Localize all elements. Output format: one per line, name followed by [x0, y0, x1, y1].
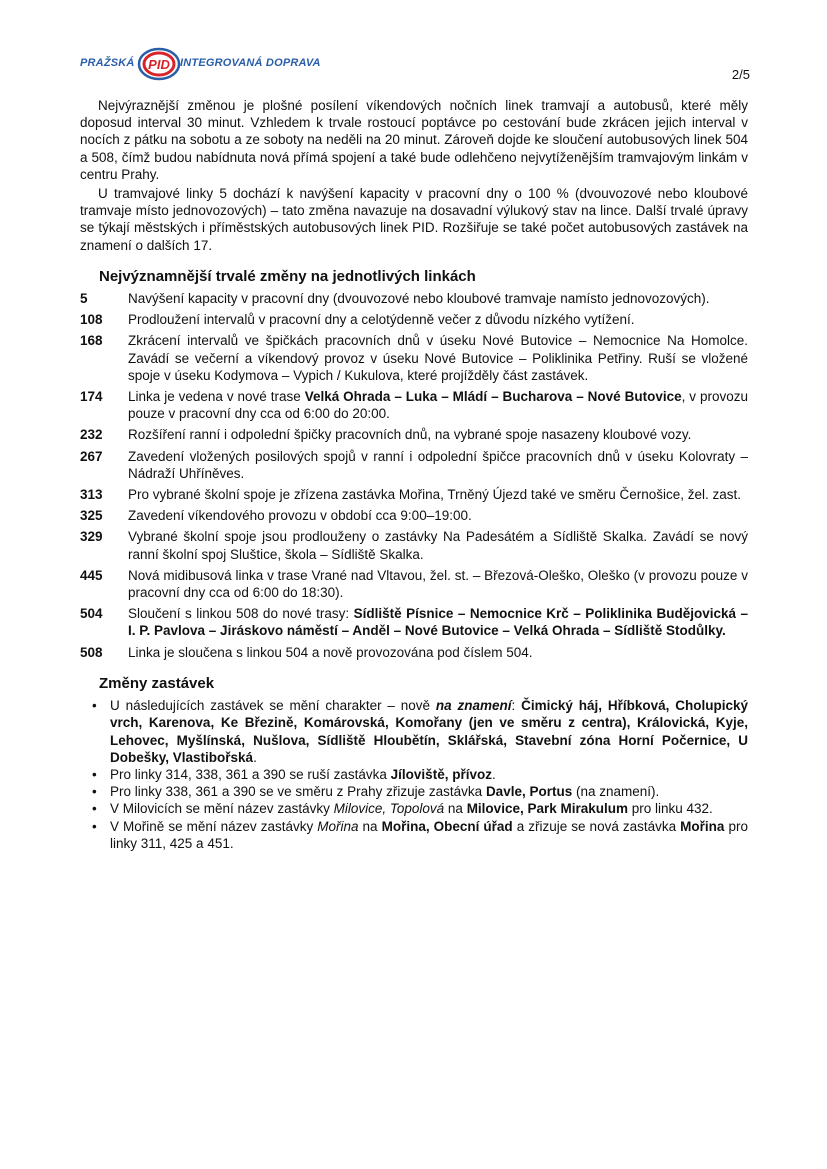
- stop-change-segment: Mořina: [680, 818, 725, 834]
- line-number: 267: [80, 448, 103, 464]
- line-description-segment: Rozšíření ranní i odpolední špičky pracovních dnů, na vybrané spoje nasazeny kloubové vozy.: [128, 427, 692, 443]
- line-description-segment: Zkrácení intervalů ve špičkách pracovních dnů v úseku Nové Butovice – Nemocnice Na Homolce. Zavádí se večerní a víkendový provoz v úseku Nové Butovice – Poliklinika Petřiny. Ruší se vložené spoje v úseku Kodymova – Vypich / Kukulova, které projížděly část zastávek.: [128, 333, 748, 383]
- line-description: [128, 528, 748, 562]
- line-number: 329: [80, 529, 103, 545]
- intro-paragraph-2: U tramvajové linky 5 dochází k navýšení kapacity v pracovní dny o 100 % (dvouvozové nebo kloubové tramvaje místo jednovozových) – tato změna navazuje na dosavadní výlukový stav na lince. Další trvalé úpravy se týkají městských i příměstských autobusových linek PID. Rozšiřuje se také počet autobusových zastávek na znamení o dalších 17.: [80, 186, 748, 253]
- pid-logo-icon: [136, 43, 182, 83]
- line-description-segment: Linka je vedena v nové trase: [128, 389, 305, 405]
- line-description-segment: Navýšení kapacity v pracovní dny (dvouvozové nebo kloubové tramvaje namísto jednovozových).: [128, 291, 710, 307]
- line-number: 445: [80, 567, 103, 583]
- stops-section-heading: Změny zastávek: [99, 674, 215, 692]
- line-change-row: [80, 507, 748, 524]
- line-number: 232: [80, 427, 103, 443]
- line-change-row: [80, 388, 748, 422]
- line-changes-list: [80, 290, 748, 661]
- stop-change-segment: pro linky 311, 425 a 451.: [110, 818, 748, 851]
- line-number: 168: [80, 333, 103, 349]
- stop-change-segment: na znamení: [435, 698, 512, 714]
- stop-change-segment: .: [253, 749, 257, 765]
- line-number: 5: [80, 291, 88, 307]
- line-change-row: [80, 486, 748, 503]
- line-description: [128, 644, 748, 661]
- page-header: [80, 40, 750, 90]
- line-description: [128, 605, 748, 639]
- line-description-segment: Prodloužení intervalů v pracovní dny a celotýdenně večer z důvodu nízkého vytížení.: [128, 312, 635, 328]
- line-number: 313: [80, 487, 103, 503]
- line-change-row: [80, 528, 748, 562]
- line-change-row: [80, 426, 748, 443]
- stop-change-segment: Milovice, Park Mirakulum: [466, 801, 628, 817]
- line-description-segment: , v provozu pouze v pracovní dny cca od 6:00 do 20:00.: [128, 389, 748, 422]
- stop-change-segment: Pro linky 314, 338, 361 a 390 se ruší zastávka: [110, 766, 391, 782]
- stop-change-segment: Čimický háj, Hříbková, Cholupický vrch, Karenova, Ke Březině, Komárovská, Komořany (jen ve směru z centra), Královická, Kyje, Lehovec, Myšlínská, Nušlova, Sídliště Hloubětín, Sklářská, Stavební zóna Horní Počernice, U Dobešky, Vlastibořská: [110, 698, 748, 765]
- stop-change-segment: na: [444, 801, 467, 817]
- line-change-row: [80, 644, 748, 661]
- line-change-row: [80, 605, 748, 639]
- stop-change-segment: a zřizuje se nová zastávka: [512, 818, 681, 834]
- document-body: [80, 97, 748, 852]
- line-description: [128, 311, 748, 328]
- stop-change-segment: V Mořině se mění název zastávky: [110, 818, 318, 834]
- line-description-segment: Vybrané školní spoje jsou prodlouženy o zastávky Na Padesátém a Sídliště Skalka. Zavádí se nový ranní školní spoj Sluštice, škola – Sídliště Skalka.: [128, 529, 748, 562]
- line-description-segment: Sloučení s linkou 508 do nové trasy:: [128, 606, 354, 622]
- stop-change-segment: :: [511, 698, 522, 714]
- line-change-row: [80, 567, 748, 601]
- stop-change-item: [100, 800, 748, 817]
- intro-paragraph-1: Nejvýraznější změnou je plošné posílení víkendových nočních linek tramvají a autobusů, které měly doposud interval 30 minut. Vzhledem k trvale rostoucí poptávce po cestování bude zkrácen jejich interval v nocích z pátku na sobotu a ze soboty na neděli na 20 minut. Zároveň dojde ke sloučení autobusových linek 504 a 508, čímž budou nabídnuta nová přímá spojení a také bude odlehčeno nejvytíženějším tramvajovým linkám v centru Prahy.: [80, 98, 748, 182]
- stop-change-segment: Jíloviště, přívoz: [390, 766, 492, 782]
- stop-change-item: [100, 766, 748, 783]
- line-number: 508: [80, 644, 103, 660]
- logo-text-left: PRAŽSKÁ: [80, 57, 135, 69]
- line-description: [128, 290, 748, 307]
- stop-change-item: [100, 697, 748, 766]
- stop-change-segment: (na znamení).: [572, 784, 660, 800]
- line-description: [128, 486, 748, 503]
- line-number: 174: [80, 389, 103, 405]
- stop-change-segment: Davle, Portus: [485, 784, 573, 800]
- stop-change-segment: Mořina, Obecní úřad: [381, 818, 513, 834]
- line-description-segment: Linka je sloučena s linkou 504 a nově provozována pod číslem 504.: [128, 644, 533, 660]
- stop-change-segment: Milovice, Topolová: [333, 801, 445, 817]
- line-description-segment: Sídliště Písnice – Nemocnice Krč – Poliklinika Budějovická – I. P. Pavlova – Jiráskovo náměstí – Anděl – Nové Butovice – Velká Ohrada – Sídliště Stodůlky.: [128, 606, 748, 639]
- line-description-segment: Nová midibusová linka v trase Vrané nad Vltavou, žel. st. – Březová-Oleško, Oleško (v provozu pouze v pracovní dny cca od 6:00 do 18:30).: [128, 567, 748, 601]
- line-number: 325: [80, 508, 103, 524]
- stop-change-segment: .: [491, 766, 496, 782]
- stop-change-segment: Mořina: [317, 818, 359, 834]
- stop-change-segment: Pro linky 338, 361 a 390 se ve směru z Prahy zřizuje zastávka: [110, 784, 486, 800]
- line-description-segment: Pro vybrané školní spoje je zřízena zastávka Mořina, Trněný Újezd také ve směru Černošice, žel. zast.: [128, 487, 742, 503]
- line-description-segment: Velká Ohrada – Luka – Mládí – Bucharova – Nové Butovice: [304, 389, 682, 405]
- line-number: 108: [80, 312, 103, 328]
- line-change-row: [80, 290, 748, 307]
- line-description: [128, 507, 748, 524]
- stop-change-segment: pro linku 432.: [628, 801, 713, 817]
- line-change-row: [80, 332, 748, 384]
- line-change-row: [80, 311, 748, 328]
- stop-change-item: [100, 783, 748, 800]
- line-description: [128, 388, 748, 422]
- logo-mark-text: PID: [148, 57, 170, 72]
- line-description: [128, 448, 748, 482]
- line-description: [128, 567, 748, 601]
- stop-change-segment: na: [358, 818, 382, 834]
- lines-section-heading: Nejvýznamnější trvalé změny na jednotlivých linkách: [99, 267, 476, 285]
- logo-text-right: INTEGROVANÁ DOPRAVA: [180, 57, 321, 69]
- line-description-segment: Zavedení víkendového provozu v období cca 9:00–19:00.: [128, 508, 472, 524]
- stop-change-item: [100, 818, 748, 852]
- line-description: [128, 426, 748, 443]
- line-number: 504: [80, 606, 103, 622]
- line-description-segment: Zavedení vložených posilových spojů v ranní i odpolední špičce pracovních dnů v úseku Kolovraty – Nádraží Uhříněves.: [128, 448, 748, 481]
- line-change-row: [80, 448, 748, 482]
- stop-change-segment: V Milovicích se mění název zastávky: [110, 801, 334, 817]
- stop-changes-list: [80, 697, 748, 852]
- stop-change-segment: U následujících zastávek se mění charakter – nově: [110, 698, 436, 714]
- line-description: [128, 332, 748, 384]
- page-number: 2/5: [731, 67, 750, 82]
